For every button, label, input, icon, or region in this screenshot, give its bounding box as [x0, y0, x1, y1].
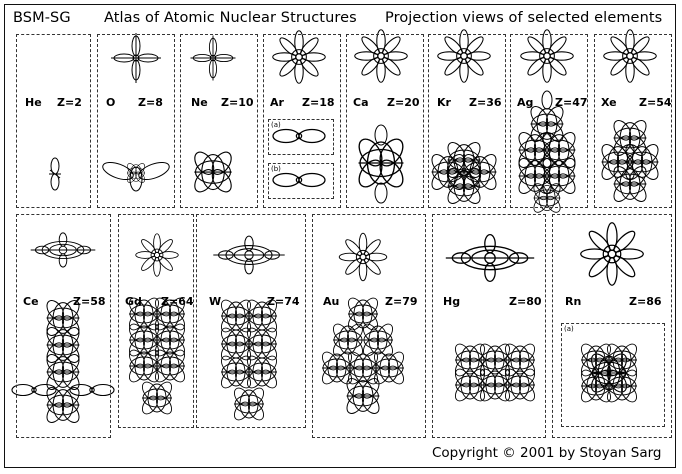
panel-ce	[16, 214, 111, 438]
panel-hg	[432, 214, 546, 438]
atomic-number: Z=86	[629, 295, 662, 308]
atomic-number: Z=18	[302, 96, 335, 109]
copyright-notice: Copyright © 2001 by Stoyan Sarg	[432, 445, 662, 461]
atomic-number: Z=10	[221, 96, 254, 109]
atomic-number: Z=80	[509, 295, 542, 308]
element-symbol: Hg	[443, 295, 461, 308]
element-symbol: Ag	[517, 96, 534, 109]
panel-kr	[428, 34, 506, 208]
element-symbol: W	[209, 295, 222, 308]
atomic-number: Z=74	[267, 295, 300, 308]
header-left: BSM-SG	[13, 10, 71, 26]
element-symbol: Kr	[437, 96, 451, 109]
element-symbol: Ce	[23, 295, 39, 308]
panel-ar	[263, 34, 341, 208]
atomic-number: Z=64	[161, 295, 194, 308]
element-symbol: Au	[323, 295, 340, 308]
panel-he	[16, 34, 91, 208]
panel-ca	[346, 34, 424, 208]
panel-ne	[180, 34, 258, 208]
panel-o	[97, 34, 175, 208]
sub-view-a-label: (a)	[564, 325, 574, 333]
atomic-number: Z=8	[138, 96, 163, 109]
panel-au	[312, 214, 426, 438]
atomic-number: Z=36	[469, 96, 502, 109]
atomic-number: Z=47	[555, 96, 588, 109]
atomic-number: Z=54	[639, 96, 672, 109]
atomic-number: Z=79	[385, 295, 418, 308]
sub-view-a	[268, 119, 334, 155]
header-subtitle: Projection views of selected elements	[385, 10, 663, 26]
element-symbol: He	[25, 96, 42, 109]
element-symbol: O	[106, 96, 116, 109]
sub-view-a	[561, 323, 665, 427]
atomic-number: Z=58	[73, 295, 106, 308]
atomic-number: Z=2	[57, 96, 82, 109]
element-symbol: Gd	[125, 295, 142, 308]
panel-w	[196, 214, 306, 428]
header-title: Atlas of Atomic Nuclear Structures	[104, 10, 357, 26]
panel-xe	[594, 34, 672, 208]
element-symbol: Ca	[353, 96, 369, 109]
element-symbol: Rn	[565, 295, 582, 308]
element-symbol: Ne	[191, 96, 208, 109]
sub-view-a-label: (a)	[271, 121, 281, 129]
panel-rn	[552, 214, 672, 438]
sub-view-b	[268, 163, 334, 199]
panel-ag	[510, 34, 588, 208]
sub-view-b-label: (b)	[271, 165, 281, 173]
element-symbol: Xe	[601, 96, 617, 109]
panel-gd	[118, 214, 194, 428]
atomic-number: Z=20	[387, 96, 420, 109]
element-symbol: Ar	[270, 96, 284, 109]
